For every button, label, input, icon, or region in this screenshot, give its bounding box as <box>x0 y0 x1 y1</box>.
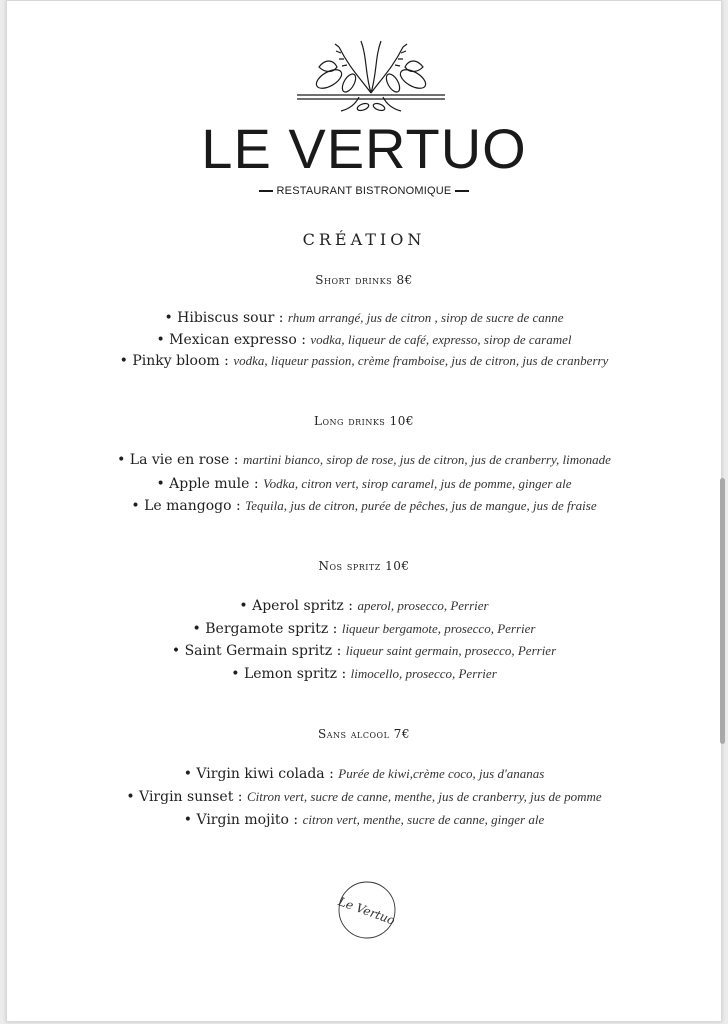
item-description: vodka, liqueur de café, expresso, sirop de caramel <box>310 332 572 347</box>
item-description: limocello, prosecco, Perrier <box>350 666 497 681</box>
item-description: aperol, prosecco, Perrier <box>357 598 489 613</box>
brand-title: LE VERTUO <box>201 117 527 180</box>
menu-item <box>7 330 721 350</box>
item-description: martini bianco, sirop de rose, jus de citron, jus de cranberry, limonade <box>242 452 611 467</box>
item-name: • Lemon spritz : <box>231 666 347 682</box>
item-name: • Mexican expresso : <box>156 332 306 348</box>
item-name: • Bergamote spritz : <box>192 621 338 637</box>
item-description: vodka, liqueur passion, crème framboise, jus de citron, jus de cranberry <box>233 353 609 368</box>
item-name: • Apple mule : <box>156 476 259 492</box>
menu-item <box>7 787 721 807</box>
item-description: liqueur saint germain, prosecco, Perrier <box>345 643 557 658</box>
floral-wreath-icon <box>289 37 453 117</box>
item-name: • Pinky bloom : <box>119 353 229 369</box>
item-description: Tequila, jus de citron, purée de pêches, jus de mangue, jus de fraise <box>245 498 597 513</box>
menu-item <box>7 450 721 470</box>
subtitle-rule-right <box>455 190 469 192</box>
subtitle-row <box>7 185 721 197</box>
menu-item <box>7 619 721 639</box>
item-name: • Aperol spritz : <box>239 598 353 614</box>
item-description: Purée de kiwi,crème coco, jus d'ananas <box>338 766 545 781</box>
item-name: • Le mangogo : <box>131 498 241 514</box>
item-name: • La vie en rose : <box>117 452 239 468</box>
menu-item <box>7 474 721 494</box>
category-title-sans-alcool: Sans alcool 7€ <box>317 727 411 741</box>
menu-item <box>7 641 721 661</box>
menu-item <box>7 810 721 830</box>
item-name: • Virgin sunset : <box>126 789 243 805</box>
menu-page <box>6 0 722 1022</box>
item-name: • Virgin kiwi colada : <box>183 766 334 782</box>
section-title: CRÉATION <box>302 230 426 249</box>
item-description: Citron vert, sucre de canne, menthe, jus de cranberry, jus de pomme <box>246 789 602 804</box>
category-title-spritz: Nos spritz 10€ <box>318 559 410 573</box>
category-title-short-drinks: Short drinks 8€ <box>315 273 413 287</box>
le-vertuo-signature-icon <box>337 880 397 940</box>
subtitle-rule-left <box>259 190 273 192</box>
item-name: • Saint Germain spritz : <box>171 643 342 659</box>
scrollbar[interactable] <box>720 478 725 744</box>
subtitle: RESTAURANT BISTRONOMIQUE <box>276 185 452 197</box>
item-name: • Hibiscus sour : <box>164 310 284 326</box>
menu-item <box>7 596 721 616</box>
item-description: rhum arrangé, jus de citron , sirop de sucre de canne <box>287 310 564 325</box>
menu-item <box>7 496 721 516</box>
menu-item <box>7 764 721 784</box>
menu-item <box>7 308 721 328</box>
signature-text: Le Vertuo <box>337 894 397 928</box>
menu-item <box>7 664 721 684</box>
item-description: liqueur bergamote, prosecco, Perrier <box>341 621 536 636</box>
category-title-long-drinks: Long drinks 10€ <box>313 414 414 428</box>
item-description: Vodka, citron vert, sirop caramel, jus de pomme, ginger ale <box>263 476 572 491</box>
item-description: citron vert, menthe, sucre de canne, ginger ale <box>302 812 545 827</box>
menu-item <box>7 351 721 371</box>
item-name: • Virgin mojito : <box>183 812 299 828</box>
